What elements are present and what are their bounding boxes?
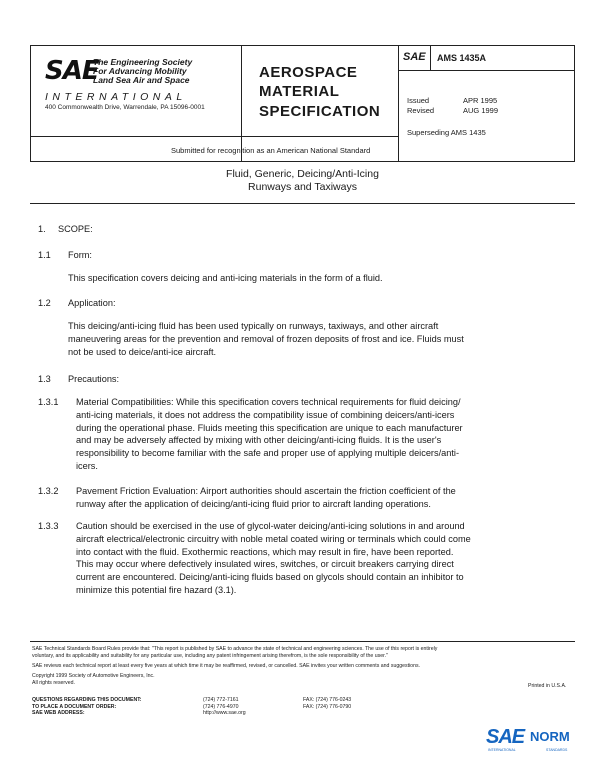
superseding-note: Superseding AMS 1435 [407, 128, 486, 137]
text-line: Caution should be exercised in the use of glycol-water deicing/anti-icing solutions in and around [76, 521, 465, 531]
section-paragraph [76, 520, 471, 597]
header-divider [241, 46, 242, 161]
document-title: Runways and Taxiways [248, 181, 357, 193]
text-line: maneuvering areas for the prevention and removal of frozen deposits of frost and ice. Fluids must [68, 333, 464, 344]
phone-orders: (724) 776-4970 [203, 703, 239, 710]
footer-review: SAE reviews each technical report at least every five years at which time it may be reaffirmed, revised, or cancelled. SAE invites your written comments and suggestions. [32, 663, 420, 669]
international-wordmark: INTERNATIONAL [45, 91, 187, 103]
text-line: responsibility to become familiar with the safe and proper use of applying multiple deicers/anti- [76, 448, 460, 459]
text-line: SAE WEB ADDRESS: [32, 710, 85, 716]
section-paragraph [76, 485, 456, 511]
doc-type-title: SPECIFICATION [259, 103, 381, 120]
section-number: 1.2 [38, 298, 51, 308]
text-line: icers. [76, 460, 98, 471]
text-line: and may be adversely affected by mixing with other deicing/anti-icing fluids. It is the user's [76, 435, 442, 446]
contact-fax [303, 697, 351, 710]
phone-questions: (724) 772-7161 [203, 697, 239, 703]
text-line: SAE Technical Standards Board Rules provide that: "This report is published by SAE to advance the state of technical and engineering sciences. The use of this report is entirely [32, 646, 438, 652]
header-box [30, 45, 575, 162]
doc-number: AMS 1435A [437, 53, 487, 63]
text-line: during the operational phase. Fluids meeting this specification are unique to each manufacturer [76, 422, 463, 433]
section-number: 1. [38, 224, 46, 234]
text-line: Copyright 1999 Society of Automotive Engineers, Inc. [32, 673, 155, 679]
watermark-sub: INTERNATIONAL [488, 748, 516, 752]
fax-questions: FAX: (724) 776-0243 [303, 697, 352, 703]
society-address: 400 Commonwealth Drive, Warrendale, PA 15096-0001 [45, 104, 205, 111]
text-line: Pavement Friction Evaluation: Airport authorities should ascertain the friction coefficient of the [76, 486, 456, 496]
section-number: 1.3.1 [38, 397, 59, 407]
section-number: 1.3.2 [38, 486, 59, 496]
footer-policy [32, 646, 437, 659]
section-paragraph [76, 396, 463, 473]
doc-type-title: AEROSPACE [259, 64, 358, 81]
text-line: minimize this potential fire hazard (3.1). [76, 584, 237, 595]
text-line: This may occur where defectively insulated wires, switches, or circuit breakers carrying direct [76, 559, 454, 570]
contact-numbers [203, 697, 246, 717]
section-number: 1.3 [38, 374, 51, 384]
section-number: 1.1 [38, 250, 51, 260]
society-line: The Engineering Society [93, 57, 193, 67]
watermark-sae: SAE [486, 726, 525, 748]
ansi-submission-note: Submitted for recognition as an American National Standard [171, 146, 371, 155]
text-line: This deicing/anti-icing fluid has been used typically on runways, taxiways, and other aircraft [68, 321, 439, 331]
section-number: 1.3.3 [38, 521, 59, 531]
text-line: into contact with the fluid. Exothermic reactions, which may result in fire, have been reported. [76, 546, 454, 557]
web-address[interactable]: http://www.sae.org [203, 710, 246, 716]
text-line: voluntary, and its applicability and suitability for any particular use, including any patent infringement arising therefrom, is the sole responsibility of the user." [32, 652, 388, 659]
society-line: Land Sea Air and Space [93, 75, 190, 85]
header-divider [430, 46, 431, 70]
doc-type-title: MATERIAL [259, 83, 340, 100]
revised-date: AUG 1999 [463, 106, 499, 115]
section-text: This specification covers deicing and anti-icing materials in the form of a fluid. [68, 273, 383, 283]
issued-label: Issued [407, 96, 430, 105]
text-line: current are encountered. Deicing/anti-icing fluids based on glycols should contain an inhibitor to [76, 572, 464, 583]
text-line: TO PLACE A DOCUMENT ORDER: [32, 703, 117, 710]
watermark-sub: STANDARDS [546, 748, 568, 752]
text-line: All rights reserved. [32, 679, 75, 686]
header-divider [31, 136, 398, 137]
section-title: Application: [68, 298, 116, 308]
printed-in: Printed in U.S.A. [528, 683, 567, 689]
fax-orders: FAX: (724) 776-0790 [303, 703, 352, 710]
text-line: runway after the application of deicing/anti-icing fluid prior to aircraft landing operations. [76, 498, 431, 509]
text-line: not be used to deice/anti-ice aircraft. [68, 346, 217, 357]
section-title: SCOPE: [58, 224, 93, 234]
text-line: anti-icing materials, it does not address the compatibility issue of combining deicers/anti-icers [76, 409, 455, 420]
section-title: Precautions: [68, 374, 120, 384]
document-title: Fluid, Generic, Deicing/Anti-Icing [226, 168, 379, 180]
text-line: QUESTIONS REGARDING THIS DOCUMENT: [32, 697, 142, 703]
footer-rule [30, 641, 575, 642]
section-paragraph [68, 320, 464, 358]
issued-date: APR 1995 [463, 96, 498, 105]
title-rule [30, 203, 575, 204]
contact-labels [32, 697, 142, 717]
sae-norm-watermark [486, 726, 596, 756]
text-line: Material Compatibilities: While this specification covers technical requirements for fluid deicing/ [76, 397, 461, 407]
section-title: Form: [68, 250, 92, 260]
footer-copyright [32, 673, 155, 686]
society-line: For Advancing Mobility [93, 66, 187, 76]
text-line: aircraft electrical/electronic circuitry with noble metal coated wiring or terminals which could come [76, 533, 471, 544]
watermark-norm: NORM [530, 729, 570, 744]
sae-logo-text: SAE [45, 56, 99, 86]
revised-label: Revised [407, 106, 435, 115]
sae-small-logo: SAE [403, 51, 426, 63]
